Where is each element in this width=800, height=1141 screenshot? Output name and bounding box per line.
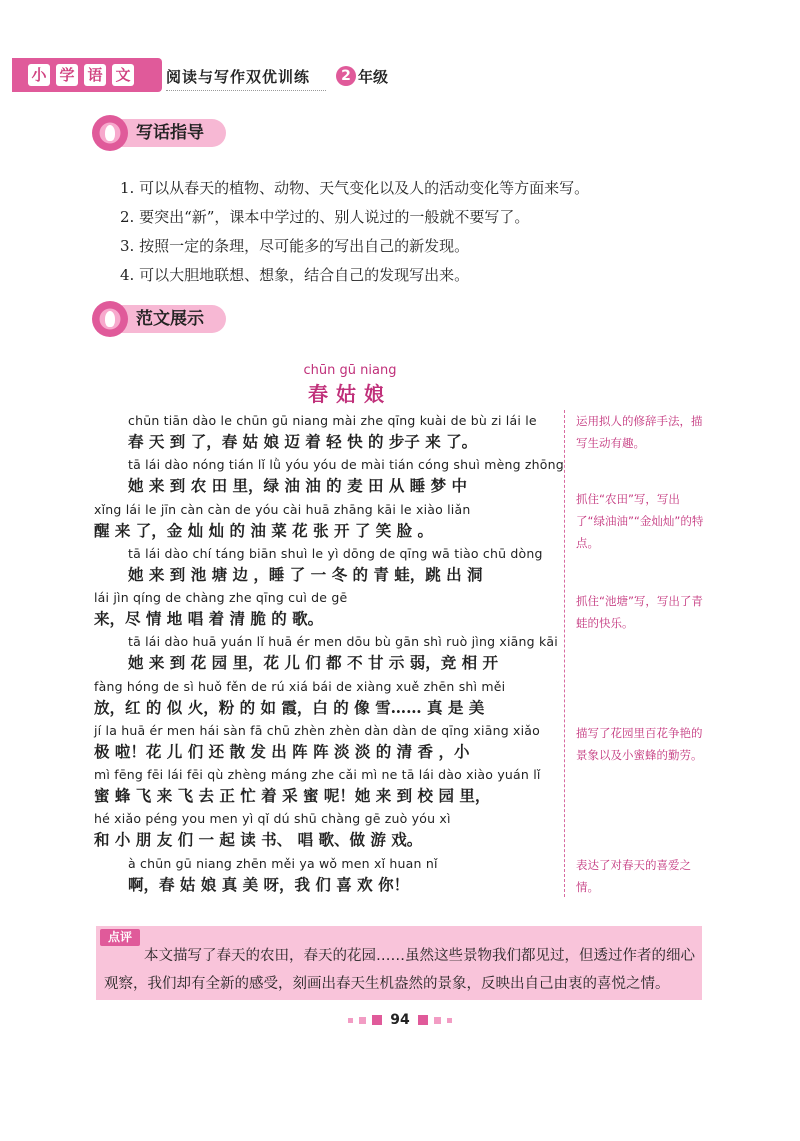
margin-note: 表达了对春天的喜爱之情。 (576, 858, 691, 894)
grade-label: 年级 (358, 68, 389, 86)
text-line: 放，红 的 似 火，粉 的 如 霞，白 的 像 雪…… 真 是 美 (94, 698, 485, 717)
subject-char: 文 (112, 64, 134, 86)
pinyin-line: tā lái dào chí táng biān shuì le yì dōng de qīng wā tiào chū dòng (128, 546, 543, 561)
subject-char: 学 (56, 64, 78, 86)
review-tag: 点评 (100, 929, 140, 946)
essay-title: 春姑娘 (308, 382, 392, 406)
margin-note: 运用拟人的修辞手法，描写生动有趣。 (576, 414, 703, 450)
margin-note: 描写了花园里百花争艳的景象以及小蜜蜂的勤劳。 (576, 726, 703, 762)
decor-square (359, 1017, 366, 1024)
pinyin-line: chūn tiān dào le chūn gū niang mài zhe qīng kuài de bù zi lái le (128, 413, 537, 428)
decor-square (434, 1017, 441, 1024)
page-footer (300, 1012, 500, 1032)
page-number: 94 (390, 1012, 410, 1028)
pinyin-line: xǐng lái le jīn càn càn de yóu cài huā zhāng kāi le xiào liǎn (94, 502, 471, 517)
pinyin-line: fàng hóng de sì huǒ fěn de rú xiá bái de xiàng xuě zhēn shì měi (94, 679, 506, 694)
text-line: 她 来 到 农 田 里，绿 油 油 的 麦 田 从 睡 梦 中 (128, 476, 468, 495)
subject-label (28, 62, 158, 88)
decor-square (348, 1018, 353, 1023)
header-divider (166, 90, 326, 91)
text-line: 来，尽 情 地 唱 着 清 脆 的 歌。 (94, 609, 324, 628)
margin-note: 抓住“农田”写，写出了“绿油油”“金灿灿”的特点。 (576, 492, 704, 550)
flower-icon (92, 301, 128, 337)
pinyin-line: jí la huā ér men hái sàn fā chū zhèn zhèn dàn dàn de qīng xiāng xiǎo (94, 723, 540, 738)
decor-square (418, 1015, 428, 1025)
margin-note: 抓住“池塘”写，写出了青蛙的快乐。 (576, 594, 703, 630)
subject-char: 小 (28, 64, 50, 86)
guide-list (120, 174, 740, 290)
text-line: 极 啦！花 儿 们 还 散 发 出 阵 阵 淡 淡 的 清 香 ，小 (94, 742, 470, 761)
pinyin-line: à chūn gū niang zhēn měi ya wǒ men xǐ huan nǐ (128, 856, 438, 871)
text-line: 春 天 到 了，春 姑 娘 迈 着 轻 快 的 步子 来 了。 (128, 432, 478, 451)
text-line: 和 小 朋 友 们 一 起 读 书、 唱 歌、做 游 戏。 (94, 830, 423, 849)
grade-number-badge: 2 (336, 66, 356, 86)
section-title: 范文展示 (118, 305, 226, 333)
text-line: 她 来 到 花 园 里，花 儿 们 都 不 甘 示 弱，竞 相 开 (128, 653, 499, 672)
decor-square (447, 1018, 452, 1023)
text-line: 她 来 到 池 塘 边 ，睡 了 一 冬 的 青 蛙，跳 出 洞 (128, 565, 483, 584)
flower-icon (92, 115, 128, 151)
pinyin-line: mì fēng fēi lái fēi qù zhèng máng zhe cǎi mì ne tā lái dào xiào yuán lǐ (94, 767, 541, 782)
pinyin-line: lái jìn qíng de chàng zhe qīng cuì de gē (94, 590, 348, 605)
guide-item: 4. 可以大胆地联想、想象，结合自己的发现写出来。 (120, 266, 470, 284)
guide-item: 1. 可以从春天的植物、动物、天气变化以及人的活动变化等方面来写。 (120, 179, 590, 197)
section-title: 写话指导 (118, 119, 226, 147)
section-header-sample (92, 302, 226, 336)
guide-item: 3. 按照一定的条理，尽可能多的写出自己的新发现。 (120, 237, 470, 255)
review-text: 本文描写了春天的农田，春天的花园……虽然这些景物我们都见过，但透过作者的细心观察，我们却有全新的感受，刻画出春天生机盎然的景象，反映出自己由衷的喜悦之情。 (104, 948, 695, 992)
notes-divider (564, 410, 565, 897)
text-line: 醒 来 了，金 灿 灿 的 油 菜 花 张 开 了 笑 脸 。 (94, 521, 434, 540)
section-header-guide (92, 116, 226, 150)
decor-square (372, 1015, 382, 1025)
series-title: 阅读与写作双优训练 (166, 68, 311, 86)
pinyin-line: tā lái dào huā yuán lǐ huā ér men dōu bù gān shì ruò jìng xiāng kāi (128, 634, 558, 649)
text-line: 蜜 蜂 飞 来 飞 去 正 忙 着 采 蜜 呢！她 来 到 校 园 里， (94, 786, 491, 805)
text-line: 啊，春 姑 娘 真 美 呀，我 们 喜 欢 你！ (128, 875, 410, 894)
subject-char: 语 (84, 64, 106, 86)
pinyin-line: hé xiǎo péng you men yì qǐ dú shū chàng gē zuò yóu xì (94, 811, 451, 826)
essay-title-pinyin: chūn gū niang (303, 363, 397, 378)
guide-item: 2. 要突出“新”，课本中学过的、别人说过的一般就不要写了。 (120, 208, 530, 226)
pinyin-line: tā lái dào nóng tián lǐ lǜ yóu yóu de mài tián cóng shuì mèng zhōng (128, 457, 564, 472)
